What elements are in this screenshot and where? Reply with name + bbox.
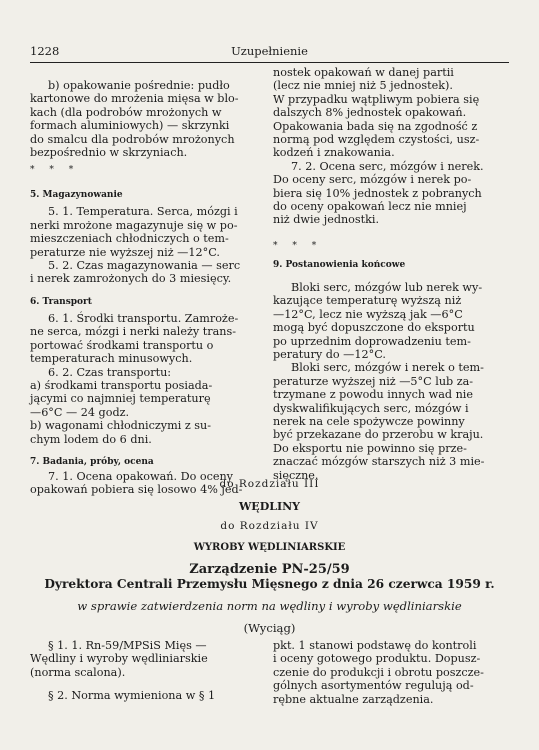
text-line: pkt. 1 stanowi podstawę do kontroli bbox=[273, 639, 477, 652]
paragraph-pkt-1 bbox=[273, 639, 509, 706]
text-line: peraturze nie wyższej niż —12°C. bbox=[30, 245, 220, 259]
section-6-2 bbox=[30, 366, 264, 446]
text-line: Bloki serc, mózgów lub nerek wy- bbox=[291, 280, 483, 294]
sprawa-line: w sprawie zatwierdzenia norm na wędliny i wyroby wędliniarskie bbox=[77, 599, 462, 613]
section-5-1 bbox=[30, 205, 264, 259]
text-line: 6. 1. Środki transportu. Zamroże- bbox=[48, 311, 239, 325]
text-line: 6. 2. Czas transportu: bbox=[48, 365, 172, 379]
text-line: nostek opakowań w danej partii bbox=[273, 66, 454, 79]
text-line: dalszych 8% jednostek opakowań. bbox=[273, 106, 467, 120]
text-line: kazujące temperaturę wyższą niż bbox=[273, 294, 462, 308]
section-6-title: 6. Transport bbox=[30, 296, 92, 307]
paragraph-continued bbox=[273, 66, 509, 160]
page-number: 1228 bbox=[30, 44, 60, 58]
section-9-title: 9. Postanowienia końcowe bbox=[273, 259, 406, 270]
text-line: —12°C, lecz nie wyższą jak —6°C bbox=[273, 307, 463, 321]
text-line: nerki mrożone magazynuje się w po- bbox=[30, 218, 238, 232]
section-9-paragraph-2 bbox=[273, 361, 509, 482]
bottom-left-column bbox=[30, 639, 266, 703]
text-line: sięczne. bbox=[273, 468, 319, 482]
text-line: 7. 1. Ocena opakowań. Do oceny bbox=[48, 469, 234, 483]
text-line: 7. 2. Ocena serc, mózgów i nerek. bbox=[291, 159, 484, 173]
wyciag-label: (Wyciąg) bbox=[243, 621, 296, 635]
text-line: 5. 1. Temperatura. Serca, mózgi i bbox=[48, 205, 238, 219]
text-line: rębne aktualne zarządzenia. bbox=[273, 692, 434, 706]
text-line: mogą być dopuszczone do eksportu bbox=[273, 321, 475, 335]
text-line: niż dwie jednostki. bbox=[273, 213, 380, 227]
separator-stars-right: * * * bbox=[273, 240, 323, 251]
text-line: znaczać mózgów starszych niż 3 mie- bbox=[273, 455, 485, 469]
section-9-paragraph-1 bbox=[273, 281, 509, 361]
section-5-title: 5. Magazynowanie bbox=[30, 190, 123, 201]
text-line: do oceny opakowań lecz nie mniej bbox=[273, 200, 467, 214]
text-line: bezpośrednio w skrzyniach. bbox=[30, 146, 188, 160]
section-7-title: 7. Badania, próby, ocena bbox=[30, 456, 154, 467]
page-header bbox=[30, 44, 509, 58]
text-line: Do oceny serc, mózgów i nerek po- bbox=[273, 173, 472, 187]
text-line: dyskwalifikujących serc, mózgów i bbox=[273, 401, 469, 415]
text-line: (norma scalona). bbox=[30, 665, 126, 679]
section-7-2 bbox=[273, 160, 509, 227]
wedliny-heading: WĘDLINY bbox=[238, 500, 301, 513]
text-line: opakowań pobiera się losowo 4% jed- bbox=[30, 483, 243, 497]
text-line: trzymane z powodu innych wad nie bbox=[273, 388, 474, 402]
text-line: i nerek zamrożonych do 3 miesięcy. bbox=[30, 272, 232, 286]
text-line: a) środkami transportu posiada- bbox=[30, 378, 213, 392]
text-line: ne serca, mózgi i nerki należy trans- bbox=[30, 325, 236, 339]
separator-stars: * * * bbox=[30, 165, 80, 176]
paragraph-2 bbox=[30, 689, 266, 702]
bottom-right-column bbox=[273, 639, 509, 706]
right-column bbox=[273, 66, 509, 482]
text-line: do smalcu dla podrobów mrożonych bbox=[30, 132, 235, 146]
text-line: jącymi co najmniej temperaturę bbox=[30, 392, 211, 406]
text-line: mieszczeniach chłodniczych o tem- bbox=[30, 232, 229, 246]
dyrektora-line: Dyrektora Centrali Przemysłu Mięsnego z dnia 26 czerwca 1959 r. bbox=[44, 577, 495, 591]
paragraph-1-1 bbox=[30, 639, 266, 679]
paragraph-b bbox=[30, 79, 264, 159]
wyroby-heading: WYROBY WĘDLINIARSKIE bbox=[193, 542, 346, 553]
text-line: peraturze wyższej niż —5°C lub za- bbox=[273, 374, 474, 388]
text-line: Bloki serc, mózgów i nerek o tem- bbox=[291, 361, 484, 375]
text-line: po uprzednim doprowadzeniu tem- bbox=[273, 334, 471, 348]
text-line: b) opakowanie pośrednie: pudło bbox=[48, 79, 230, 92]
text-line: chym lodem do 6 dni. bbox=[30, 432, 152, 446]
zarzadzenie-title: Zarządzenie PN-25/59 bbox=[189, 562, 350, 577]
text-line: normą pod względem czystości, usz- bbox=[273, 133, 480, 147]
text-line: Do eksportu nie powinno się prze- bbox=[273, 441, 467, 455]
text-line: biera się 10% jednostek z pobranych bbox=[273, 186, 482, 200]
section-6-1 bbox=[30, 312, 264, 366]
text-line: —6°C — 24 godz. bbox=[30, 405, 130, 419]
running-title: Uzupełnienie bbox=[231, 44, 308, 58]
text-line: być przekazane do przerobu w kraju. bbox=[273, 428, 484, 442]
text-line: W przypadku wątpliwym pobiera się bbox=[273, 92, 480, 106]
text-line: (lecz nie mniej niż 5 jednostek). bbox=[273, 79, 453, 93]
text-line: gólnych asortymentów regulują od- bbox=[273, 679, 474, 693]
text-line: kartonowe do mrożenia mięsa w blo- bbox=[30, 92, 239, 106]
text-line: portować środkami transportu o bbox=[30, 338, 214, 352]
header-rule bbox=[30, 62, 509, 63]
text-line: Opakowania bada się na zgodność z bbox=[273, 119, 478, 133]
text-line: b) wagonami chłodniczymi z su- bbox=[30, 419, 212, 433]
text-line: § 2. Norma wymieniona w § 1 bbox=[48, 689, 216, 703]
text-line: kodzeń i znakowania. bbox=[273, 146, 395, 160]
section-5-2 bbox=[30, 259, 264, 286]
text-line: i oceny gotowego produktu. Dopusz- bbox=[273, 652, 481, 666]
text-line: nerek na cele spożywcze powinny bbox=[273, 414, 465, 428]
left-column bbox=[30, 79, 264, 497]
text-line: peratury do —12°C. bbox=[273, 347, 386, 361]
text-line: czenie do produkcji i obrotu poszcze- bbox=[273, 665, 484, 679]
rozdzial-3-heading: do Rozdziału III bbox=[219, 478, 320, 490]
text-line: temperaturach minusowych. bbox=[30, 352, 193, 366]
text-line: § 1. 1. Rn-59/MPSiS Mięs — bbox=[48, 639, 207, 652]
text-line: 5. 2. Czas magazynowania — serc bbox=[48, 259, 241, 273]
rozdzial-4-heading: do Rozdziału IV bbox=[220, 520, 319, 532]
text-line: kach (dla podrobów mrożonych w bbox=[30, 105, 222, 119]
text-line: Wędliny i wyroby wędliniarskie bbox=[30, 652, 208, 666]
text-line: formach aluminiowych) — skrzynki bbox=[30, 119, 230, 133]
